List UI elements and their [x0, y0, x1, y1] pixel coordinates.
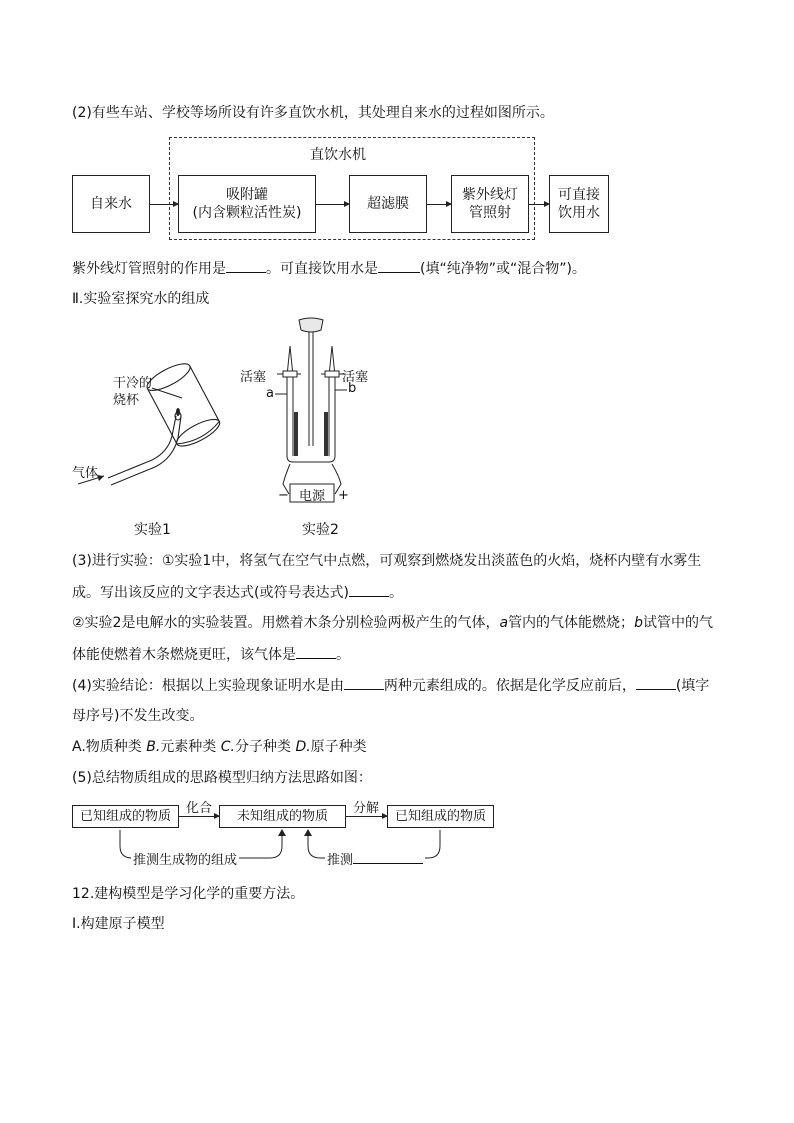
- question-3-line-2: 成。写出该反应的文字表达式(或符号表达式) 。: [72, 582, 403, 603]
- question-12-text: 12.建构模型是学习化学的重要方法。: [72, 886, 305, 902]
- arrow-decompose: [346, 816, 387, 817]
- label-combine: 化合: [186, 801, 213, 816]
- question-2-text: (2)有些车站、学校等场所设有许多直饮水机，其处理自来水的过程如图所示。: [72, 105, 554, 121]
- option-c[interactable]: C.分子种类: [220, 739, 291, 755]
- label-tube-b: b: [348, 381, 357, 396]
- blank-water-type[interactable]: [378, 258, 420, 273]
- experiment-2-figure: [265, 316, 375, 506]
- label-minus: −: [278, 488, 289, 503]
- label-power-supply: 电源: [299, 489, 326, 504]
- label-valve-left: 活塞: [240, 370, 267, 385]
- option-a[interactable]: A.物质种类: [72, 739, 142, 755]
- box-uv-lamp: 紫外线灯 管照射: [451, 175, 529, 233]
- experiment-1-figure: [70, 318, 250, 518]
- blank-gas-name[interactable]: [296, 644, 336, 659]
- machine-title: 直饮水机: [310, 147, 366, 163]
- blank-basis[interactable]: [636, 675, 676, 690]
- question-3-line-3: ②实验2是电解水的实验装置。用燃着木条分别检验两极产生的气体，a管内的气体能燃烧；b试管中的气: [72, 615, 713, 631]
- question-4-line-1: (4)实验结论：根据以上实验现象证明水是由 两种元素组成的。依据是化学反应前后， (填字: [72, 675, 709, 696]
- question-4-line-2: 母序号)不发生改变。: [72, 708, 204, 724]
- label-decompose: 分解: [353, 801, 380, 816]
- arrow-2: [316, 204, 349, 205]
- box-unknown: 未知组成的物质: [219, 805, 346, 828]
- arrow-4: [529, 204, 549, 205]
- question-12-subtitle: Ⅰ.构建原子模型: [72, 916, 165, 932]
- label-dry-cold: 干冷的: [113, 376, 153, 391]
- question-3-line-1: (3)进行实验：①实验1中，将氢气在空气中点燃，可观察到燃烧发出淡蓝色的火焰，烧杯内壁有水雾生: [72, 553, 702, 569]
- label-gas: 气体: [72, 466, 99, 481]
- blank-infer[interactable]: [353, 849, 423, 864]
- blank-elements[interactable]: [344, 675, 384, 690]
- option-b[interactable]: B.元素种类: [146, 739, 217, 755]
- label-valve-right: 活塞: [342, 370, 369, 385]
- arrow-1: [150, 204, 178, 205]
- label-infer-left: 推测生成物的组成: [131, 849, 239, 868]
- box-known-right: 已知组成的物质: [387, 805, 494, 828]
- box-adsorption-tank: 吸附罐 (内含颗粒活性炭): [178, 175, 316, 233]
- label-tube-a: a: [266, 386, 274, 401]
- box-known-left: 已知组成的物质: [72, 805, 179, 828]
- label-infer-right: 推测: [325, 849, 425, 868]
- option-d[interactable]: D.原子种类: [295, 739, 367, 755]
- caption-experiment-2: 实验2: [302, 522, 339, 538]
- question-3-line-4: 体能使燃着木条燃烧更旺，该气体是 。: [72, 644, 350, 665]
- blank-uv-role[interactable]: [226, 258, 266, 273]
- section-2-title: Ⅱ.实验室探究水的组成: [72, 291, 210, 307]
- question-5-text: (5)总结物质组成的思路模型归纳方法思路如图：: [72, 770, 372, 786]
- label-beaker: 烧杯: [113, 393, 140, 408]
- blank-reaction-expression[interactable]: [349, 582, 389, 597]
- label-plus: +: [338, 488, 349, 503]
- caption-experiment-1: 实验1: [134, 522, 171, 538]
- question-2-blanks: 紫外线灯管照射的作用是 。可直接饮用水是 (填“纯净物”或“混合物”)。: [72, 258, 586, 279]
- box-ultrafiltration: 超滤膜: [349, 175, 427, 233]
- question-4-options: [72, 737, 367, 757]
- arrow-3: [427, 204, 451, 205]
- box-drinkable-water: 可直接 饮用水: [549, 175, 609, 233]
- arrow-combine: [179, 816, 219, 817]
- box-tap-water: 自来水: [72, 175, 150, 233]
